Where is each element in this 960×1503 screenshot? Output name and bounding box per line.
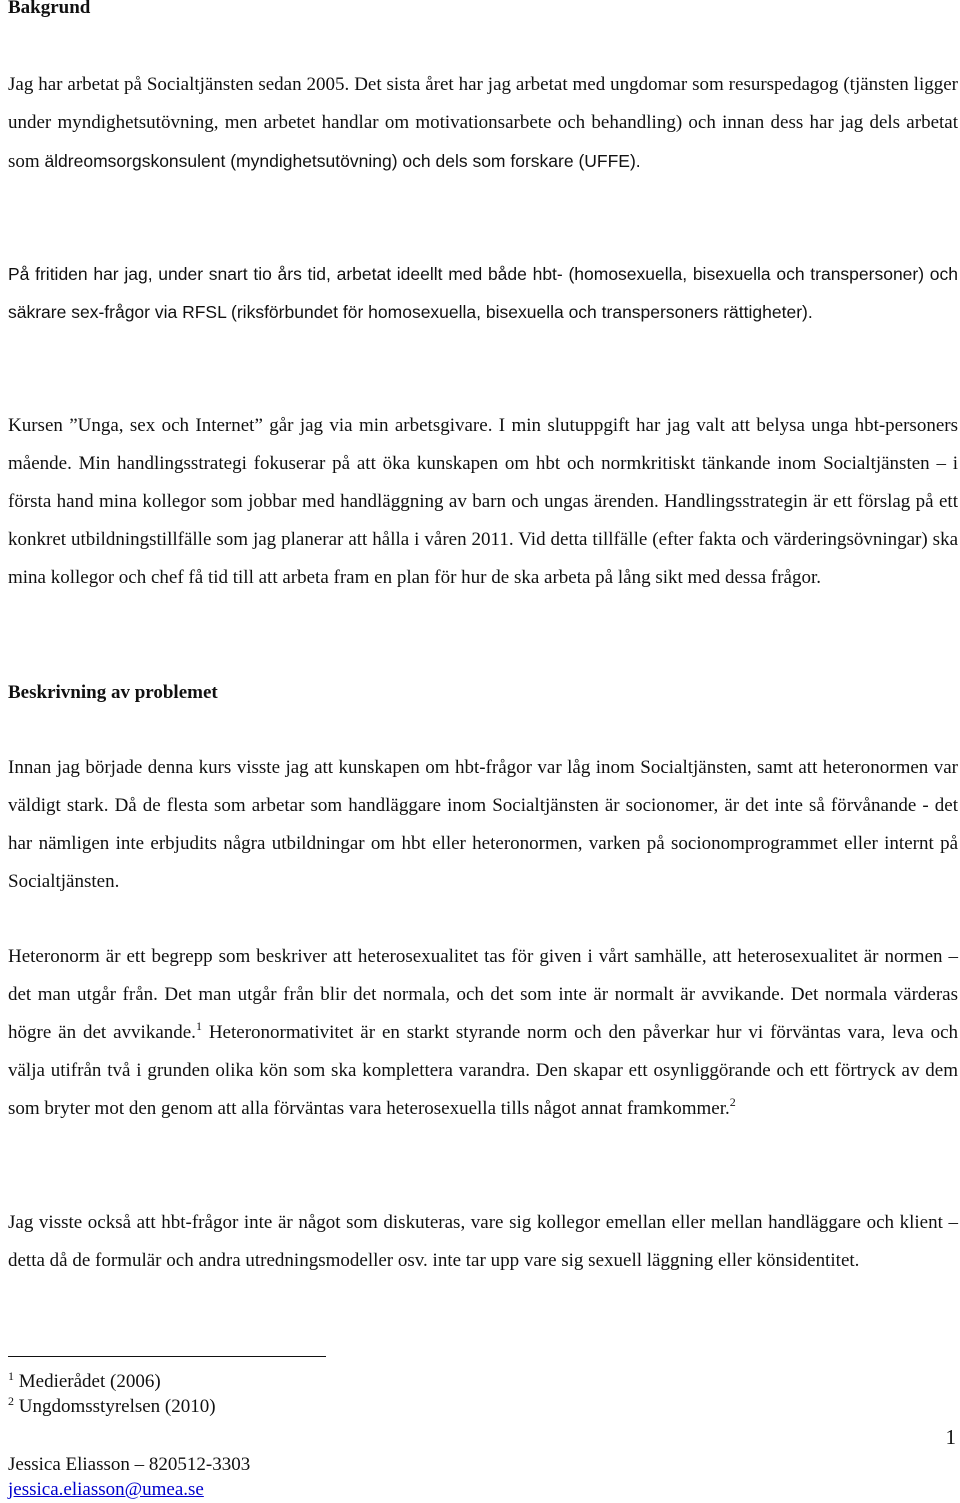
paragraph-bakgrund-3: Kursen ”Unga, sex och Internet” går jag via min arbetsgivare. I min slutuppgift har jag valt att belysa unga hbt-personers mående. Min handlingsstrategi fokuserar på att öka kunskapen om hbt och normkritiskt tänkande inom Socialtjänsten – i första hand mina kollegor som jobbar med handläggning av barn och ungas ärenden. Handlingsstrategin är ett förslag på ett konkret utbildningstillfälle som jag planerar att hålla i våren 2011. Vid detta tillfälle (efter fakta och värderingsövningar) ska mina kollegor och chef få tid till att arbeta fram en plan för hur de ska arbeta på lång sikt med dessa frågor. bbox=[8, 415, 958, 588]
footnote-number-1: 1 bbox=[8, 1369, 14, 1383]
footnote-reference-1[interactable]: 1 bbox=[195, 1019, 202, 1033]
footnote-separator bbox=[8, 1356, 326, 1357]
page-number: 1 bbox=[945, 1425, 956, 1449]
footnote-reference-2[interactable]: 2 bbox=[729, 1095, 736, 1109]
footnote-text-2: Ungdomsstyrelsen (2010) bbox=[18, 1396, 216, 1417]
paragraph-problem-1: Innan jag började denna kurs visste jag att kunskapen om hbt-frågor var låg inom Socialtjänsten, samt att heteronormen var väldigt stark. Då de flesta som arbetar som handläggare inom Socialtjänsten är socionomer, är det inte så förvånande - det har nämligen inte erbjudits några utbildningar om hbt eller heteronormen, varken på socionomprogrammet eller internt på Socialtjänsten. bbox=[8, 757, 958, 892]
heading-beskrivning-av-problemet: Beskrivning av problemet bbox=[8, 682, 218, 703]
paragraph-problem-2-text-b: Heteronormativitet är en starkt styrande norm och den påverkar hur vi förväntas vara, leva och välja utifrån två i grunden olika kön som ska komplettera varandra. Den skapar ett osynliggörande och ett förtryck av dem som bryter mot den genom att alla förväntas vara heterosexuella tills något annat framkommer. bbox=[8, 1022, 959, 1119]
paragraph-bakgrund-1 bbox=[8, 66, 958, 181]
paragraph-problem-3: Jag visste också att hbt-frågor inte är något som diskuteras, vare sig kollegor emellan eller mellan handläggare och klient – detta då de formulär och andra utredningsmodeller osv. inte tar upp vare sig sexuell läggning eller könsidentitet. bbox=[8, 1212, 958, 1271]
footnote-1 bbox=[8, 1371, 161, 1393]
paragraph-problem-2-text-a: Heteronorm är ett begrepp som beskriver att heterosexualitet tas för given i vårt samhälle, att heterosexualitet är normen – det man utgår från. Det man utgår från blir det normala, och det som inte är normalt är avvikande. Det normala värderas högre än det avvikande. bbox=[8, 946, 958, 1043]
footnote-number-2: 2 bbox=[8, 1394, 14, 1408]
heading-bakgrund: Bakgrund bbox=[8, 0, 91, 18]
paragraph-bakgrund-1-text-a: Jag har arbetat på Socialtjänsten sedan 2005. Det sista året har jag arbetat med ungdomar som resurspedagog (tjänsten ligger under myndighetsutövning, men arbetet handlar om motivationsarbete och behandling) och innan dess har jag dels arbetat som bbox=[8, 74, 958, 172]
footnote-text-1: Medierådet (2006) bbox=[18, 1371, 161, 1392]
paragraph-bakgrund-1-text-b: äldreomsorgskonsulent (myndighetsutövning) och dels som forskare (UFFE). bbox=[44, 151, 641, 171]
email-link[interactable]: jessica.eliasson@umea.se bbox=[8, 1479, 204, 1500]
paragraph-problem-2 bbox=[8, 938, 958, 1128]
paragraph-bakgrund-2: På fritiden har jag, under snart tio års tid, arbetat ideellt med både hbt- (homosexuella, bisexuella och transpersoner) och säkrare sex-frågor via RFSL (riksförbundet för homosexuella, bisexuella och transpersoners rättigheter). bbox=[8, 264, 958, 322]
footnote-2 bbox=[8, 1396, 216, 1418]
author-line: Jessica Eliasson – 820512-3303 bbox=[8, 1454, 251, 1475]
